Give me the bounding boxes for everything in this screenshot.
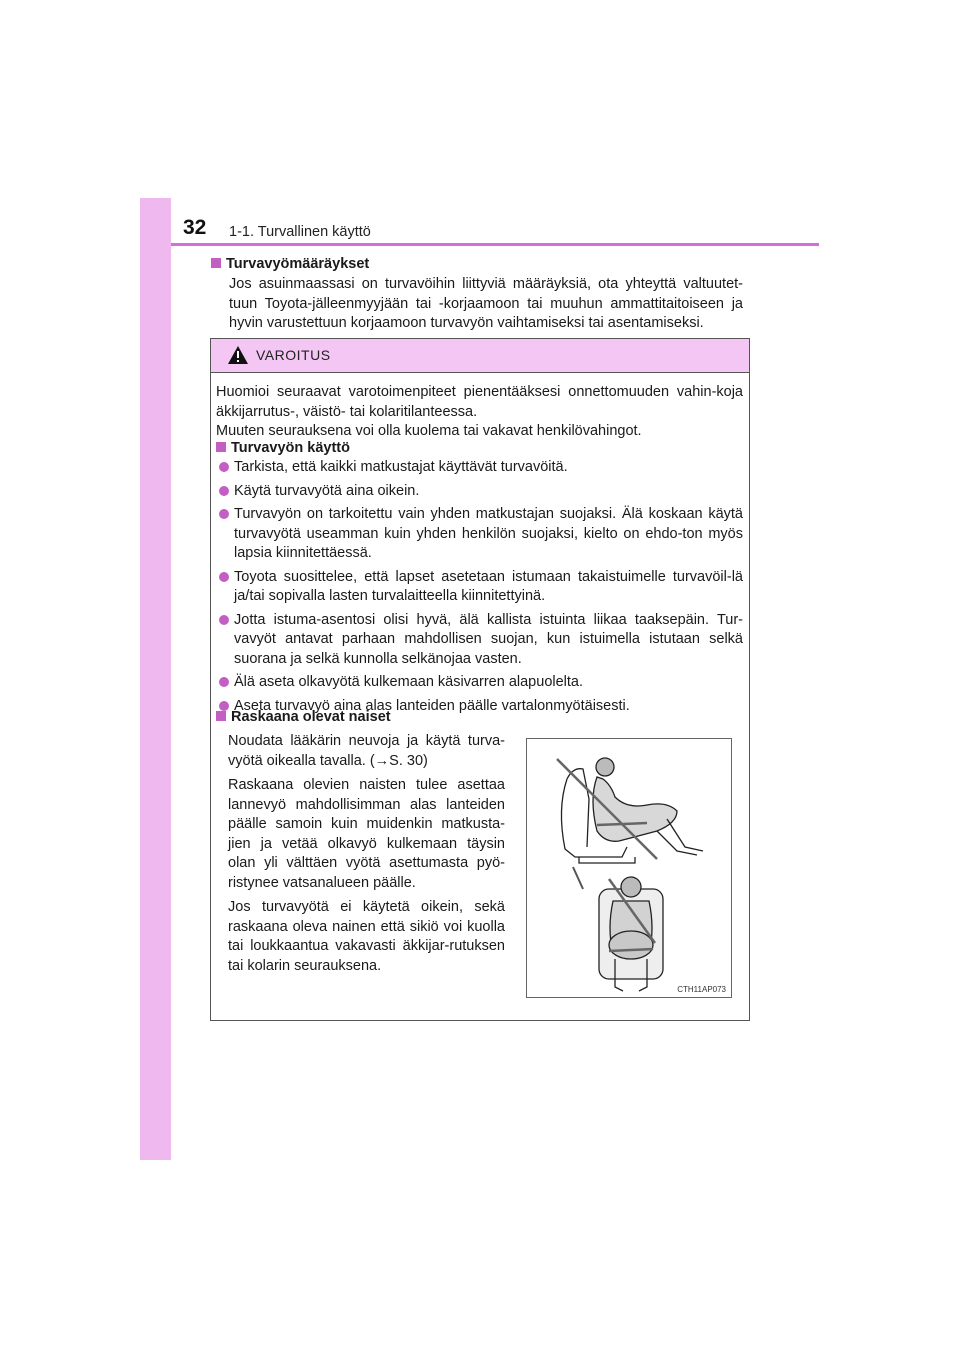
pregnant-paragraph-1: Noudata lääkärin neuvoja ja käytä turva-vyötä oikealla tavalla. (→S. 30) [228, 733, 505, 769]
warning-intro-line-2: Muuten seurauksena voi olla kuolema tai vakavat henkilövahingot. [216, 423, 642, 439]
regulations-body: Jos asuinmaassasi on turvavöihin liittyviä määräyksiä, ota yhteyttä valtuutet-tuun Toyota-jälleenmyyjään tai -korjaamoon tai muuhun ammattitaitoiseen ja hyvin varustettuun korjaamoon turvavyön vaihtamiseksi tai asentamiseksi. [229, 276, 743, 331]
list-item: Toyota suosittelee, että lapset asetetaan istumaan takaistuimelle turvavöil-lä ja/tai sopivalla lasten turvalaitteella kiinnitettyinä. [216, 568, 743, 607]
pregnant-paragraph-2: Raskaana olevien naisten tulee asettaa lannevyö mahdollisimman alas lanteiden päälle samoin kuin muidenkin matkusta-jien ja vetää olkavyö kulkemaan täysin olan yli välttäen vyötä asettumasta pyö-ristynee vatsanalueen päälle. [228, 777, 505, 891]
circle-bullet-icon [219, 677, 229, 687]
list-item: Turvavyön on tarkoitettu vain yhden matkustajan suojaksi. Älä koskaan käytä turvavyötä useamman kuin yhden henkilön suojaksi, kielto on ehdo-ton myös lapsia kiinnitettäessä. [216, 505, 743, 564]
list-item: Käytä turvavyötä aina oikein. [216, 482, 743, 502]
list-item: Aseta turvavyö aina alas lanteiden päälle vartalonmyötäisesti. [216, 697, 743, 717]
square-bullet-icon [216, 711, 226, 721]
usage-heading-text: Turvavyön käyttö [231, 440, 350, 456]
circle-bullet-icon [219, 572, 229, 582]
circle-bullet-icon [219, 486, 229, 496]
side-tab [140, 198, 171, 1160]
regulations-heading-text: Turvavyömääräykset [226, 256, 370, 272]
pregnant-seatbelt-illustration [526, 738, 732, 998]
pregnant-paragraph-3: Jos turvavyötä ei käytetä oikein, sekä raskaana oleva nainen että sikiö voi kuolla tai loukkaantua vakavasti äkkijar-rutuksen tai kolarin seurauksena. [228, 899, 505, 974]
pregnant-heading-text: Raskaana olevat naiset [231, 709, 391, 725]
circle-bullet-icon [219, 615, 229, 625]
pregnant-heading [216, 709, 391, 725]
square-bullet-icon [216, 442, 226, 452]
square-bullet-icon [211, 258, 221, 268]
figure-code: CTH11AP073 [677, 985, 726, 994]
usage-heading [216, 440, 350, 456]
list-item: Tarkista, että kaikki matkustajat käyttävät turvavöitä. [216, 458, 743, 478]
warning-box [210, 338, 750, 1021]
circle-bullet-icon [219, 462, 229, 472]
list-item: Jotta istuma-asentosi olisi hyvä, älä kallista istuinta liikaa taaksepäin. Tur-vavyöt antavat parhaan mahdollisen suojan, kun istuimella istutaan selkä suorana ja selkä kunnolla selkänojaa vasten. [216, 611, 743, 670]
list-item: Älä aseta olkavyötä kulkemaan käsivarren alapuolelta. [216, 673, 743, 693]
warning-header [211, 339, 749, 373]
circle-bullet-icon [219, 509, 229, 519]
illustration-drawing [527, 739, 731, 997]
warning-title: VAROITUS [256, 347, 331, 363]
warning-intro [216, 383, 743, 442]
usage-list [216, 458, 743, 720]
page-number: 32 [183, 216, 207, 239]
section-title: 1-1. Turvallinen käyttö [229, 224, 371, 240]
regulations-heading [211, 256, 369, 272]
warning-triangle-icon [227, 345, 249, 365]
warning-intro-line-1: Huomioi seuraavat varotoimenpiteet pienentääksesi onnettomuuden vahin-koja äkkijarrutus-, väistö- tai kolaritilanteessa. [216, 384, 743, 420]
header-rule [171, 243, 819, 246]
pregnant-text [228, 732, 505, 981]
